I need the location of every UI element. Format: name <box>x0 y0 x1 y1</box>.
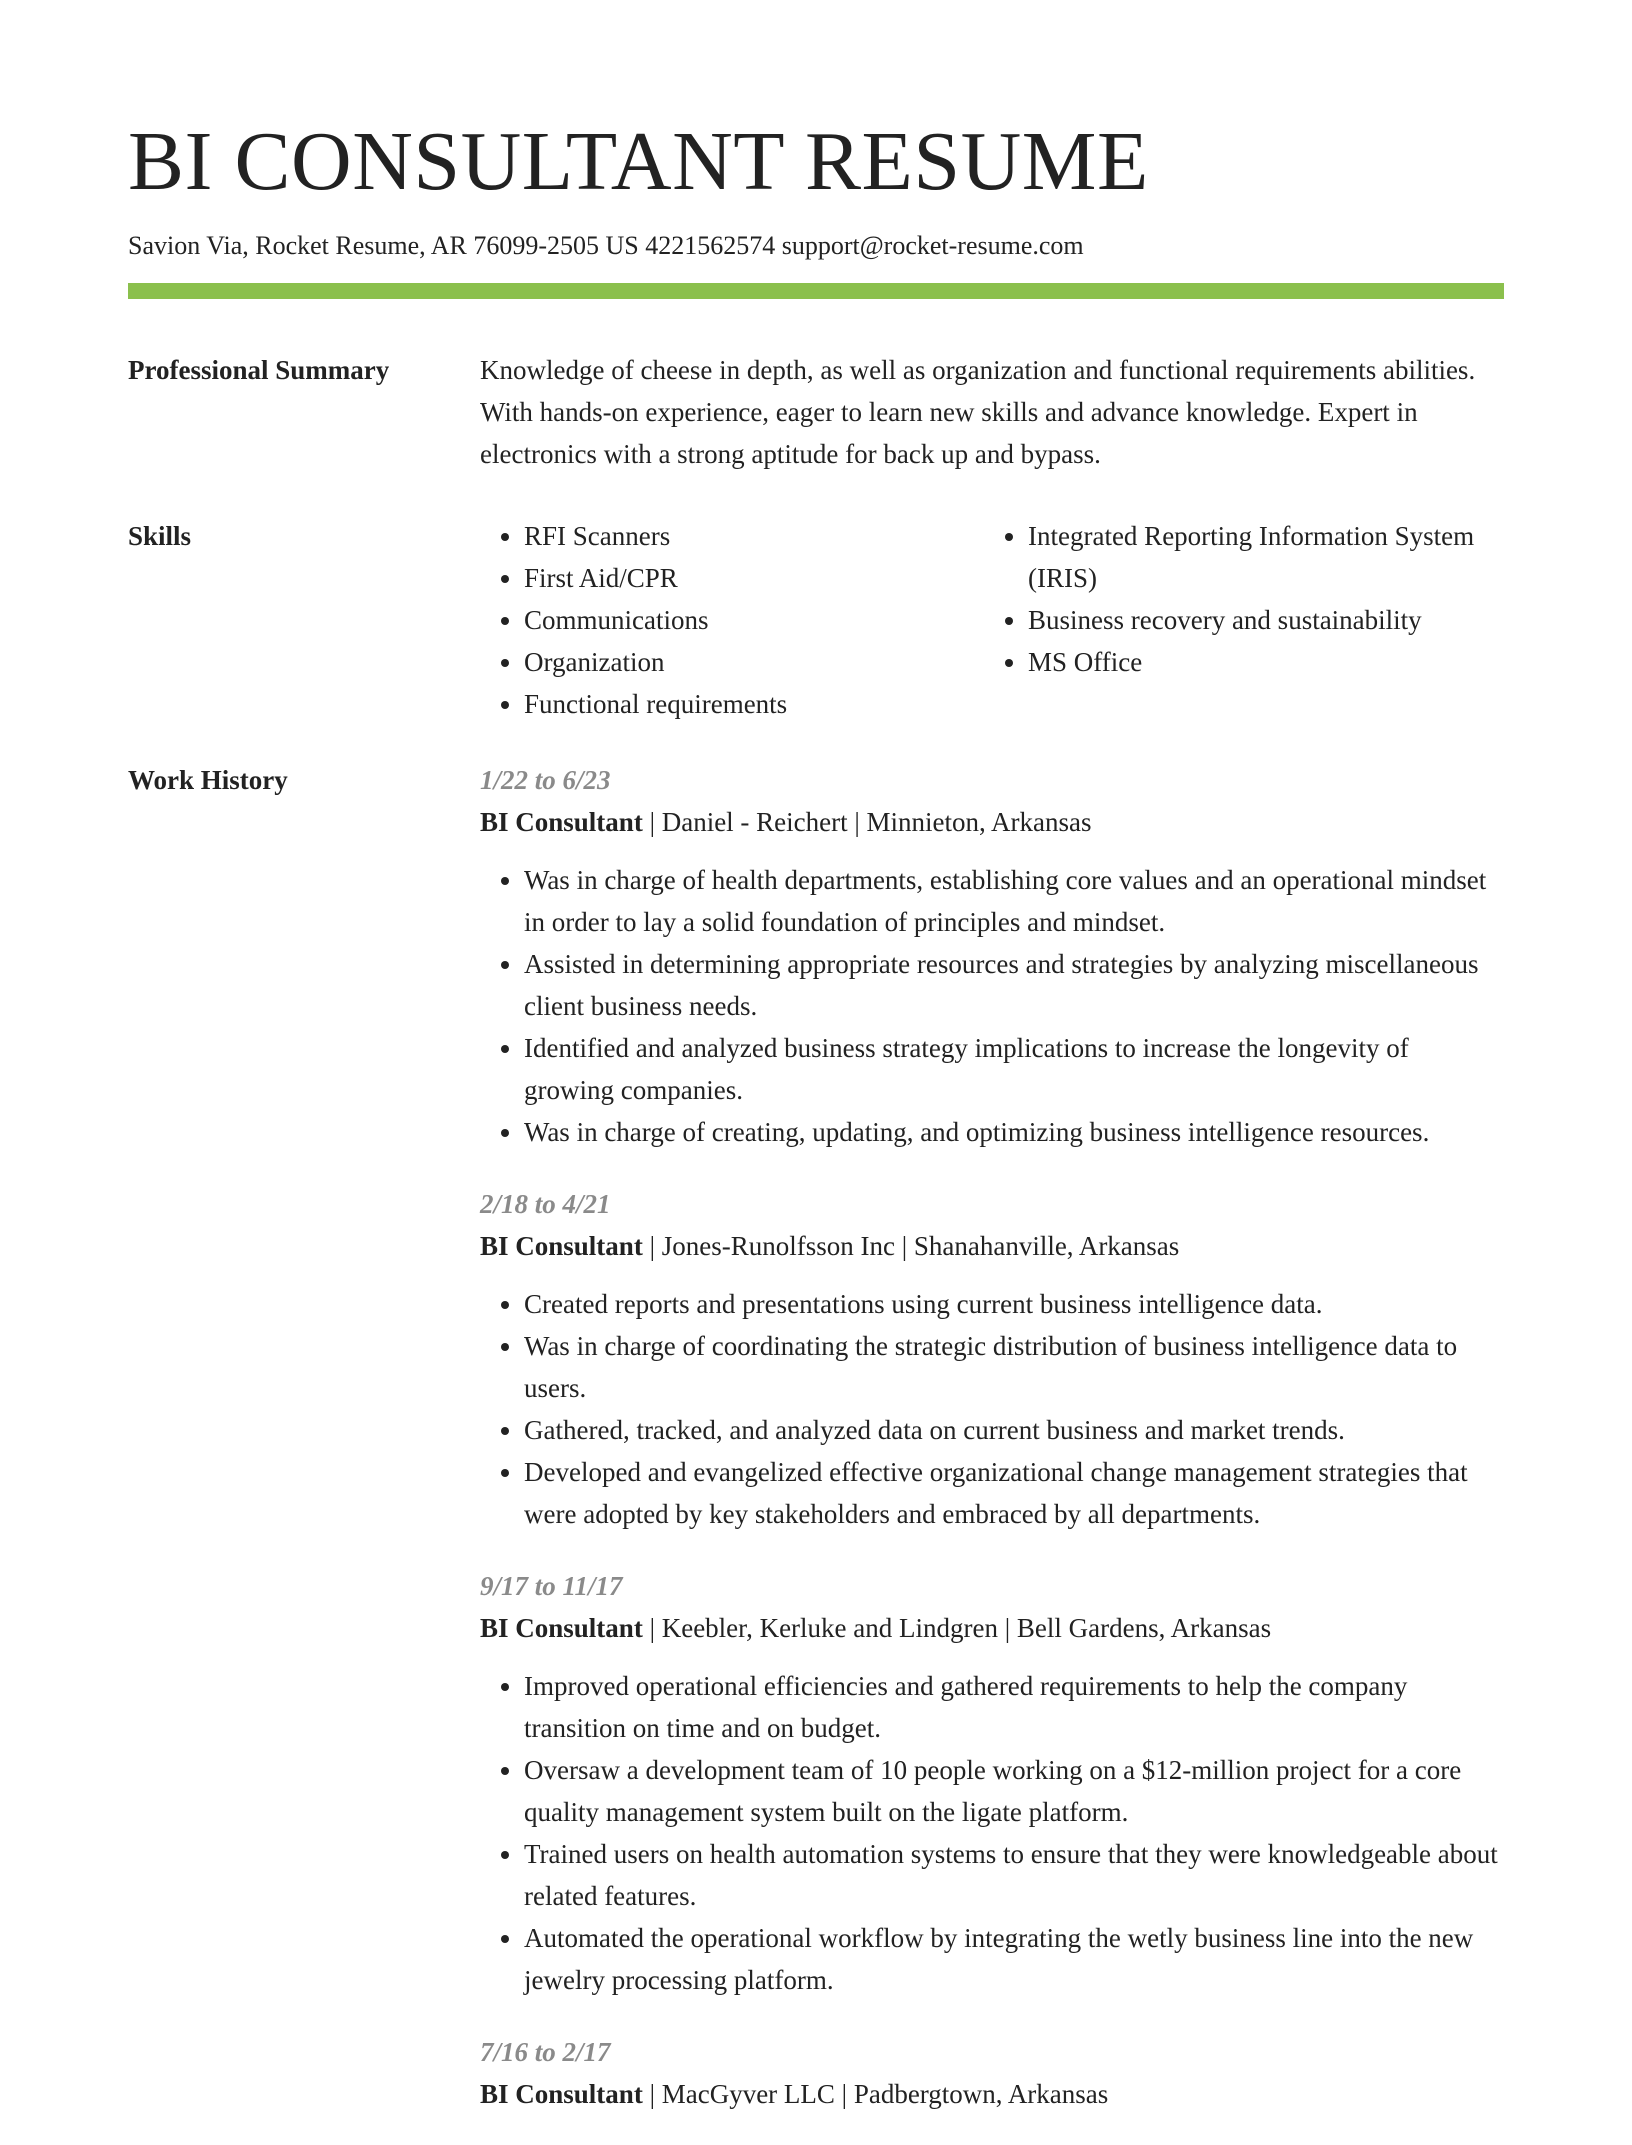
job-bullets <box>480 859 1504 1153</box>
job-bullet: • Was in charge of creating, updating, and optimizing business intelligence resources. <box>524 1111 1504 1153</box>
summary-heading: Professional Summary <box>128 355 390 386</box>
job-bullet: • Was in charge of coordinating the strategic distribution of business intelligence data to users. <box>524 1325 1504 1409</box>
work-history-section <box>128 759 1504 2145</box>
skill-item: • Functional requirements <box>524 683 984 725</box>
skill-item: • Business recovery and sustainability <box>1028 599 1488 641</box>
skills-section <box>128 515 1504 725</box>
job-company-location: | MacGyver LLC | Padbergtown, Arkansas <box>642 2079 1109 2110</box>
job-bullet: • Assisted in determining appropriate resources and strategies by analyzing miscellaneous client business needs. <box>524 943 1504 1027</box>
job-role: BI Consultant <box>480 1613 643 1644</box>
job-title-line <box>480 801 1504 843</box>
job-bullet: • Automated the operational workflow by integrating the wetly business line into the new jewelry processing platform. <box>524 1917 1504 2001</box>
job-bullet: • Trained users on health automation systems to ensure that they were knowledgeable about related features. <box>524 1833 1504 1917</box>
skill-item: • Communications <box>524 599 984 641</box>
job-title-line <box>480 2073 1504 2115</box>
job-role: BI Consultant <box>480 2079 643 2110</box>
job-bullet: • Oversaw a development team of 10 people working on a $12-million project for a core quality management system built on the ligate platform. <box>524 1749 1504 1833</box>
resume-title: BI CONSULTANT RESUME <box>128 115 1149 208</box>
job-role: BI Consultant <box>480 1231 643 1262</box>
job-bullet: • Identified and analyzed business strategy implications to increase the longevity of growing companies. <box>524 1027 1504 1111</box>
work-history-heading: Work History <box>128 765 288 796</box>
job-bullets <box>480 1283 1504 1535</box>
skills-list <box>480 515 1504 725</box>
skills-column-1 <box>480 515 984 725</box>
skill-item: • Organization <box>524 641 984 683</box>
job-company-location: | Keebler, Kerluke and Lindgren | Bell Gardens, Arkansas <box>642 1613 1272 1644</box>
job-bullet: • Improved operational efficiencies and gathered requirements to help the company transition on time and on budget. <box>524 1665 1504 1749</box>
accent-divider <box>128 283 1504 299</box>
job-bullet: • Developed and evangelized effective organizational change management strategies that were adopted by key stakeholders and embraced by all departments. <box>524 1451 1504 1535</box>
skill-item: • RFI Scanners <box>524 515 984 557</box>
job-title-line <box>480 1225 1504 1267</box>
job-dates: 9/17 to 11/17 <box>480 1571 623 1602</box>
job-entry <box>480 1183 1504 1535</box>
job-dates: 7/16 to 2/17 <box>480 2037 611 2068</box>
job-dates: 2/18 to 4/21 <box>480 1189 611 1220</box>
job-bullet: • Was in charge of health departments, establishing core values and an operational mindset in order to lay a solid foundation of principles and mindset. <box>524 859 1504 943</box>
job-entry <box>480 759 1504 1153</box>
job-entry <box>480 2031 1504 2115</box>
skill-item: • First Aid/CPR <box>524 557 984 599</box>
job-title-line <box>480 1607 1504 1649</box>
skill-item: • Integrated Reporting Information System (IRIS) <box>1028 515 1488 599</box>
summary-text: Knowledge of cheese in depth, as well as organization and functional requirements abilities. With hands-on experience, eager to learn new skills and advance knowledge. Expert in electronics with a strong aptitude for back up and bypass. <box>480 355 1476 470</box>
skill-item: • MS Office <box>1028 641 1488 683</box>
contact-line: Savion Via, Rocket Resume, AR 76099-2505 US 4221562574 support@rocket-resume.com <box>128 231 1084 261</box>
job-bullets <box>480 1665 1504 2001</box>
job-bullet: • Created reports and presentations using current business intelligence data. <box>524 1283 1504 1325</box>
job-role: BI Consultant <box>480 807 643 838</box>
summary-section <box>128 349 1504 475</box>
job-entry <box>480 1565 1504 2001</box>
skills-heading: Skills <box>128 521 192 552</box>
skills-column-2 <box>984 515 1488 725</box>
job-company-location: | Daniel - Reichert | Minnieton, Arkansas <box>642 807 1092 838</box>
job-bullet: • Gathered, tracked, and analyzed data on current business and market trends. <box>524 1409 1504 1451</box>
job-dates: 1/22 to 6/23 <box>480 765 611 796</box>
job-company-location: | Jones-Runolfsson Inc | Shanahanville, Arkansas <box>642 1231 1180 1262</box>
